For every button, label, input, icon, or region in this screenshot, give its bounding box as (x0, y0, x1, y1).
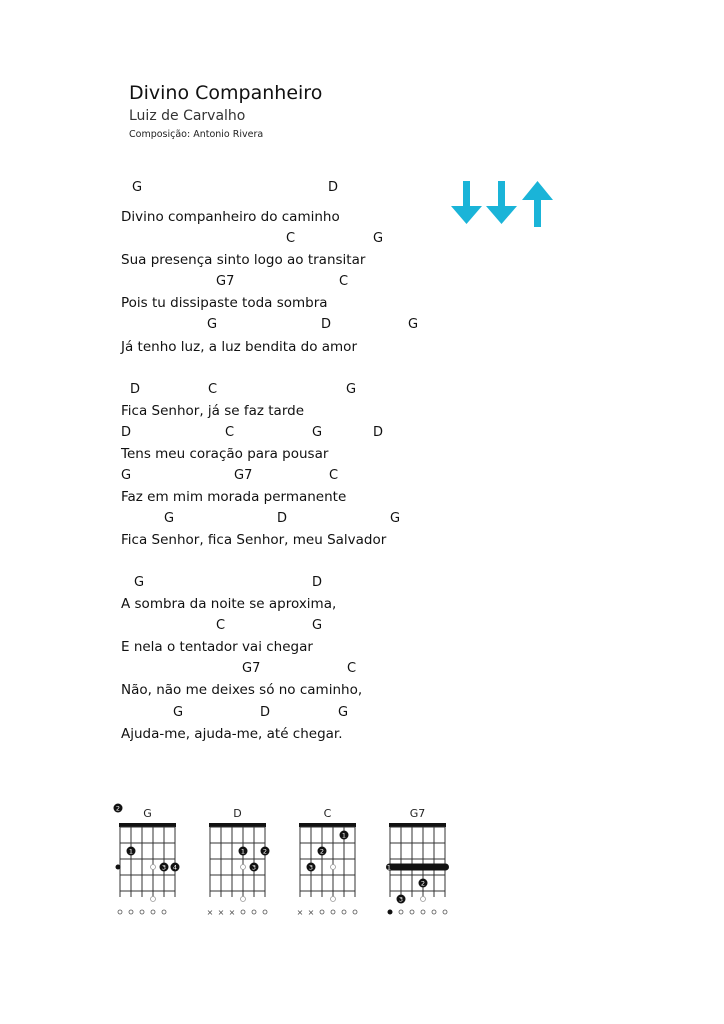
chord-label: C (225, 425, 235, 440)
finger-label: 3 (398, 895, 404, 904)
finger-label: 3 (251, 863, 257, 872)
muted-string-marker: × (307, 908, 315, 917)
chord-label: D (312, 575, 323, 590)
left-marker (116, 865, 121, 870)
open-string-marker (129, 910, 133, 914)
finger-label: 4 (172, 863, 178, 872)
lyric-line: Fica Senhor, fica Senhor, meu Salvador (121, 532, 387, 548)
chord-label: G (207, 317, 218, 332)
open-marker (421, 897, 426, 902)
chord-label: G (121, 468, 132, 483)
chord-label: D (321, 317, 332, 332)
chord-label: D (121, 425, 132, 440)
lyric-line: Divino companheiro do caminho (121, 209, 340, 225)
finger-label: 2 (319, 847, 325, 856)
finger-label: 1 (240, 847, 246, 856)
lyric-line: Faz em mim morada permanente (121, 489, 347, 505)
song-composer: Composição: Antonio Rivera (129, 129, 264, 140)
open-string-marker (241, 910, 245, 914)
lyric-line: Não, não me deixes só no caminho, (121, 682, 363, 698)
chord-diagram-name: C (323, 807, 332, 820)
open-string-marker (443, 910, 447, 914)
open-string-marker (252, 910, 256, 914)
open-string-marker (353, 910, 357, 914)
nut (119, 823, 176, 827)
chord-label: C (216, 618, 226, 633)
muted-string-marker: × (228, 908, 236, 917)
open-marker (151, 865, 156, 870)
chord-diagram-g7 (384, 805, 454, 920)
chord-label: G (312, 425, 323, 440)
chord-diagram-svg (204, 805, 274, 920)
nut (389, 823, 446, 827)
finger-label: 2 (420, 879, 426, 888)
open-string-marker (342, 910, 346, 914)
barre (386, 864, 449, 871)
chord-label: G (408, 317, 419, 332)
chord-label: D (260, 705, 271, 720)
chord-label: C (286, 231, 296, 246)
chord-label: G7 (234, 468, 253, 483)
open-marker (241, 897, 246, 902)
chord-label: G (346, 382, 357, 397)
strum-up-icon (522, 181, 553, 227)
open-string-marker (118, 910, 122, 914)
open-marker (151, 897, 156, 902)
open-string-marker (162, 910, 166, 914)
chord-label: D (328, 180, 339, 195)
strumming-pattern (448, 178, 556, 230)
chord-diagram-name: G (143, 807, 152, 820)
lyric-line: Tens meu coração para pousar (121, 446, 329, 462)
played-string-marker (388, 910, 393, 915)
chord-diagram-svg (384, 805, 454, 920)
chord-label: G (132, 180, 143, 195)
chord-label: D (373, 425, 384, 440)
song-title: Divino Companheiro (129, 82, 323, 104)
open-marker (331, 865, 336, 870)
finger-label: 2 (262, 847, 268, 856)
lyric-line: Já tenho luz, a luz bendita do amor (121, 339, 357, 355)
strum-down-icon (486, 181, 517, 224)
chord-diagram-name: D (233, 807, 242, 820)
lyric-line: Pois tu dissipaste toda sombra (121, 295, 328, 311)
open-string-marker (410, 910, 414, 914)
chord-label: G7 (242, 661, 261, 676)
open-string-marker (140, 910, 144, 914)
chord-diagram-d (204, 805, 274, 920)
chord-label: D (130, 382, 141, 397)
chord-label: D (277, 511, 288, 526)
open-string-marker (263, 910, 267, 914)
muted-string-marker: × (206, 908, 214, 917)
lyric-line: E nela o tentador vai chegar (121, 639, 313, 655)
chord-label: G (373, 231, 384, 246)
chord-label: G (134, 575, 145, 590)
nut (209, 823, 266, 827)
chord-label: G (164, 511, 175, 526)
chord-diagram-name: G7 (409, 807, 426, 820)
chord-label: G (173, 705, 184, 720)
muted-string-marker: × (217, 908, 225, 917)
chord-label: C (208, 382, 218, 397)
open-string-marker (399, 910, 403, 914)
finger-label: 1 (341, 831, 347, 840)
chord-label: G (338, 705, 349, 720)
chord-label: C (347, 661, 357, 676)
chord-diagram-c (294, 805, 364, 920)
lyric-line: Sua presença sinto logo ao transitar (121, 252, 366, 268)
chord-diagram-g (114, 805, 184, 920)
muted-string-marker: × (296, 908, 304, 917)
song-artist: Luiz de Carvalho (129, 108, 246, 124)
open-string-marker (151, 910, 155, 914)
open-marker (331, 897, 336, 902)
strum-down-icon (451, 181, 482, 224)
chord-label: G (312, 618, 323, 633)
lyric-line: A sombra da noite se aproxima, (121, 596, 337, 612)
base-fret-label: 2 (115, 804, 121, 813)
finger-label: 3 (308, 863, 314, 872)
open-string-marker (421, 910, 425, 914)
chord-label: G7 (216, 274, 235, 289)
open-string-marker (320, 910, 324, 914)
finger-label: 3 (161, 863, 167, 872)
open-marker (241, 865, 246, 870)
chord-diagram-svg (114, 805, 184, 920)
chord-diagram-svg (294, 805, 364, 920)
open-string-marker (331, 910, 335, 914)
chord-label: C (339, 274, 349, 289)
lyric-line: Ajuda-me, ajuda-me, até chegar. (121, 726, 343, 742)
nut (299, 823, 356, 827)
finger-label: 1 (128, 847, 134, 856)
chord-label: G (390, 511, 401, 526)
finger-label: 1 (386, 863, 392, 872)
lyric-line: Fica Senhor, já se faz tarde (121, 403, 305, 419)
open-string-marker (432, 910, 436, 914)
chord-label: C (329, 468, 339, 483)
